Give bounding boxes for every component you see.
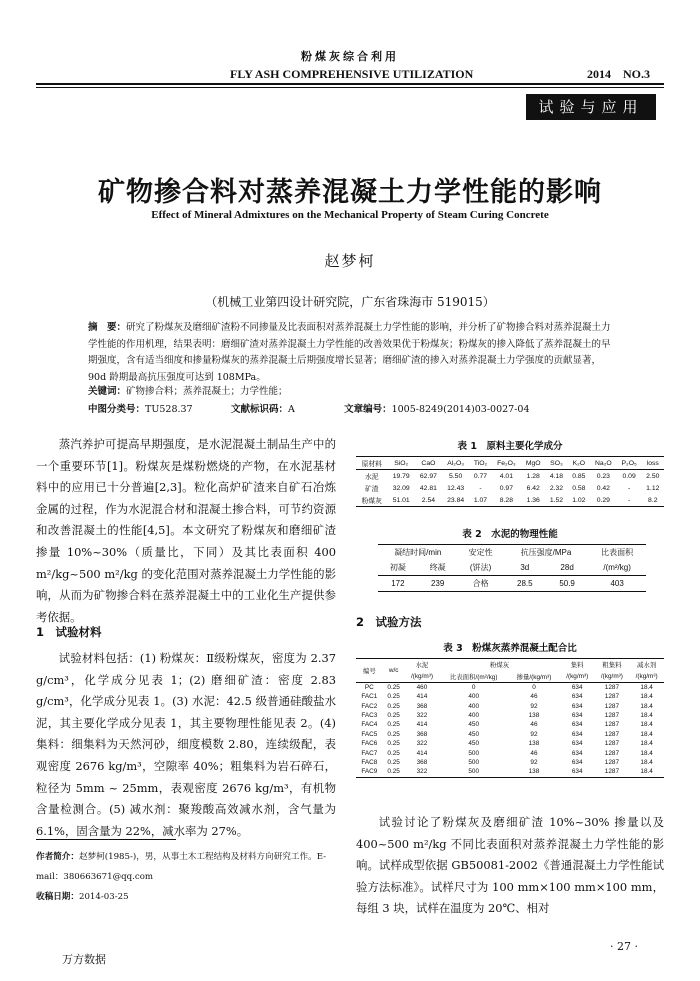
keywords — [88, 383, 288, 397]
doc-label: 文献标识码： — [231, 404, 289, 415]
table-row — [356, 702, 664, 711]
t3-cell: 0.25 — [387, 768, 400, 776]
table1-caption: 表 1 原料主要化学成分 — [457, 441, 563, 452]
t3-h-coarse: 粗集料 — [602, 662, 622, 670]
t3-cell: 634 — [571, 683, 583, 691]
t3-cell: 18.4 — [640, 730, 653, 738]
t1-cell: 32.09 — [392, 484, 410, 492]
title-en: Effect of Mineral Admixtures on the Mechanical Property of Steam Curing Concrete — [151, 209, 549, 221]
intro-paragraph: 蒸汽养护可提高早期强度，是水泥混凝土制品生产中的一个重要环节[1]。粉煤灰是煤粉燃烧的产物，在水泥基材料中的应用已十分普遍[2,3]。粒化高炉矿渣来自矿石冶炼金属的过程，作为水泥混合材和混凝土掺合料，可节约资源和改善混凝土的性能[4,5]。本文研究了粉煤灰和磨细矿渣掺量 10%~30%（质量比，下同）及其比表面积 400 m²/kg~500 m²/kg 的变化范围对蒸养混凝土力学性能的影响，从而为矿物掺合料在蒸养混凝土中的工业化生产提供参考依据。 — [36, 437, 336, 624]
section1-heading: 1 试验材料 — [36, 625, 102, 639]
footnote-author-label: 作者简介： — [36, 852, 79, 862]
t3-h-no: 编号 — [362, 667, 376, 675]
t1-cell: 0.42 — [596, 484, 610, 492]
t3-h-wr: 减水剂 — [637, 662, 657, 670]
t1-cell: 19.79 — [392, 472, 410, 480]
t2-h-stability: 安定性 — [468, 548, 493, 557]
header-rule-thin — [36, 87, 664, 88]
t3-cell: 322 — [416, 768, 428, 776]
t2-h-initial: 初凝 — [389, 563, 406, 572]
t1-cell: 0.29 — [596, 496, 610, 504]
t3-cell: 634 — [571, 768, 583, 776]
author: 赵梦柯 — [324, 252, 376, 270]
t3-cell: 634 — [571, 749, 583, 757]
section-tag: 试验与应用 — [526, 94, 656, 120]
t3-cell: 92 — [530, 702, 538, 710]
t1-cell: 6.42 — [526, 484, 540, 492]
t1-header: CaO — [421, 459, 436, 467]
t3-h-dosage: 掺量/(kg/m³) — [516, 673, 552, 681]
t1-header: 原材料 — [361, 461, 382, 468]
t3-cell: 460 — [416, 683, 428, 691]
t3-cell: FAC7 — [361, 749, 378, 757]
t1-cell: 4.01 — [499, 472, 513, 480]
table-row — [356, 711, 664, 720]
t3-cell: 0 — [471, 683, 476, 691]
t3-cell: 18.4 — [640, 693, 653, 701]
t1-cell: - — [627, 496, 631, 504]
t2-cell: 239 — [430, 579, 445, 588]
table-row — [356, 470, 664, 483]
t1-header: SiO₂ — [394, 459, 409, 467]
t3-cell: 18.4 — [640, 702, 653, 710]
table3-caption: 表 3 粉煤灰蒸养混凝土配合比 — [443, 643, 577, 654]
section2-heading: 2 试验方法 — [356, 615, 422, 629]
classification — [88, 401, 628, 415]
t1-header: loss — [646, 459, 659, 467]
footnote-date-text: 2014-03-25 — [78, 892, 129, 902]
t3-cell: 46 — [530, 693, 538, 701]
t3-cell: 450 — [468, 721, 480, 729]
t3-cell: 500 — [468, 749, 480, 757]
t3-cell: 1287 — [604, 683, 619, 691]
t3-cell: 414 — [416, 721, 428, 729]
t3-cell: 634 — [571, 758, 583, 766]
t1-cell: - — [479, 484, 482, 492]
t3-cell: 634 — [571, 693, 583, 701]
t2-h-method: (饼法) — [469, 563, 492, 572]
t1-cell: 51.01 — [392, 496, 410, 504]
t3-h-agg: 集料 — [570, 662, 584, 670]
t1-cell: 水泥 — [365, 474, 379, 481]
t3-cell: 368 — [416, 758, 428, 766]
t3-cell: 18.4 — [640, 712, 653, 720]
t3-h-flyash: 粉煤灰 — [489, 662, 510, 670]
table1 — [356, 456, 664, 507]
t3-cell: 400 — [468, 693, 480, 701]
t2-cell: 403 — [610, 579, 624, 588]
t3-cell: 18.4 — [640, 683, 653, 691]
t3-cell: 1287 — [604, 749, 619, 757]
t3-cell: 1287 — [604, 768, 619, 776]
t3-cell: 368 — [416, 702, 428, 710]
t3-cell: 414 — [416, 749, 428, 757]
method-paragraph: 试验讨论了粉煤灰及磨细矿渣 10%~30% 掺量以及 400~500 m²/kg 不同比表面积对蒸养混凝土力学性能的影响。试样成型依据 GB50081-2002《普通混凝土力学性能试验方法标准》。试样尺寸为 100 mm×100 mm×100 mm，每组 3 块，试样在温度为 20℃、相对 — [356, 815, 664, 916]
t1-header: TiO₂ — [473, 459, 488, 467]
table3-wrap — [356, 658, 664, 778]
journal-cn-name: 粉煤灰综合利用 — [301, 50, 399, 63]
t1-header: Fe₂O₃ — [497, 459, 516, 467]
t3-cell: FAC6 — [361, 740, 378, 748]
t1-cell: 1.52 — [549, 496, 564, 504]
table3 — [356, 658, 664, 778]
t3-cell: 18.4 — [640, 721, 653, 729]
t1-cell: 0.97 — [499, 484, 513, 492]
footnote-rule — [36, 839, 176, 840]
t3-cell: FAC1 — [361, 693, 378, 701]
t3-cell: 0.25 — [387, 740, 400, 748]
t3-cell: 634 — [571, 740, 583, 748]
t3-cell: 634 — [571, 712, 583, 720]
t1-header: Al₂O₃ — [447, 459, 465, 467]
title-cn: 矿物掺合料对蒸养混凝土力学性能的影响 — [98, 177, 602, 208]
t3-cell: 92 — [530, 758, 538, 766]
t2-cell: 28.5 — [517, 579, 533, 588]
t3-cell: 0.25 — [387, 712, 400, 720]
t2-h-setting: 凝结时间/min — [394, 548, 442, 557]
t3-cell: 18.4 — [640, 740, 653, 748]
t3-cell: 0.25 — [387, 721, 400, 729]
t1-cell: 0.58 — [572, 484, 586, 492]
t2-h-ssa: 比表面积 — [601, 548, 634, 557]
t3-cell: 0.25 — [387, 730, 400, 738]
footnote-date-label: 收稿日期： — [36, 892, 79, 902]
t3-cell: 414 — [416, 693, 428, 701]
t3-cell: 0.25 — [387, 702, 400, 710]
t3-cell: 0.25 — [387, 693, 400, 701]
t3-cell: 92 — [530, 730, 538, 738]
doc-value: A — [288, 404, 295, 415]
t1-cell: 0.09 — [622, 472, 636, 480]
abstract-text: 研究了粉煤灰及磨细矿渣粉不同掺量及比表面积对蒸养混凝土力学性能的影响，并分析了矿物掺合料对蒸养混凝土力学性能的作用机理，结果表明：磨细矿渣对蒸养混凝土力学性能的改善效果优于粉煤灰；粉煤灰的掺入降低了蒸养混凝土的早期强度，含有适当细度和掺量粉煤灰的蒸养混凝土后期强度增长显著；磨细矿渣的掺入对蒸养混凝土力学强度的贡献显著，90d 龄期最高抗压强度可达到 108MPa。 — [88, 322, 611, 383]
table-row — [356, 682, 664, 692]
table-row — [356, 720, 664, 729]
t2-h-final: 终凝 — [429, 563, 446, 572]
journal-issue: 2014 NO.3 — [587, 67, 650, 81]
t1-cell: 粉煤灰 — [361, 498, 382, 505]
t3-h-wc: w/c — [388, 666, 399, 674]
t3-cell: 500 — [468, 768, 480, 776]
t3-cell: 1287 — [604, 730, 619, 738]
table-row — [356, 748, 664, 757]
t1-cell: 1.28 — [526, 472, 540, 480]
table-row — [356, 482, 664, 494]
footnote-author — [36, 847, 336, 887]
t1-cell: 2.50 — [646, 472, 660, 480]
t3-cell: 1287 — [604, 712, 619, 720]
t3-h-ssa: 比表面积/(m²/kg) — [449, 673, 498, 681]
affiliation: （机械工业第四设计研究院，广东省珠海市 519015） — [205, 295, 495, 309]
t3-cell: 400 — [468, 702, 480, 710]
t3-cell: FAC8 — [361, 758, 378, 766]
journal-en-name: FLY ASH COMPREHENSIVE UTILIZATION — [230, 67, 474, 81]
t2-h-strength: 抗压强度/MPa — [520, 548, 572, 557]
t3-cell: 18.4 — [640, 758, 653, 766]
watermark: 万方数据 — [62, 953, 106, 966]
table-row — [356, 692, 664, 701]
footnote-date — [36, 887, 336, 907]
t3-h-unit: /(kg/m³) — [566, 672, 589, 680]
t1-cell: 0.23 — [596, 472, 610, 480]
clc-value: TU528.37 — [145, 404, 193, 415]
table2-wrap — [378, 544, 646, 592]
t2-cell: 50.9 — [559, 579, 575, 588]
section2-heading-wrap — [356, 614, 664, 630]
header-rule — [36, 83, 664, 85]
table1-wrap — [356, 456, 664, 507]
t3-cell: FAC9 — [361, 768, 378, 776]
t1-cell: 0.77 — [473, 472, 488, 480]
t3-cell: 1287 — [604, 693, 619, 701]
t3-h-cement: 水泥 — [415, 662, 429, 670]
keywords-label: 关键词： — [88, 386, 127, 397]
art-label: 文章编号： — [344, 404, 392, 415]
t1-cell: 4.18 — [549, 472, 564, 480]
footnote-author-text: 赵梦柯(1985-)，男，从事土木工程结构及材料方向研究工作。E-mail：380663671@qq.com — [36, 852, 327, 882]
t3-cell: FAC2 — [361, 702, 378, 710]
t1-header: SO₃ — [550, 459, 563, 467]
t3-h-unit: /(kg/m³) — [600, 672, 623, 680]
table2-caption: 表 2 水泥的物理性能 — [462, 529, 558, 540]
t3-cell: 46 — [530, 749, 538, 757]
t3-cell: 368 — [416, 730, 428, 738]
t3-cell: 450 — [468, 730, 480, 738]
t3-cell: FAC3 — [361, 712, 378, 720]
t1-cell: 1.12 — [646, 484, 660, 492]
keywords-text: 矿物掺合料；蒸养混凝土；力学性能； — [126, 386, 288, 397]
t1-cell: 0.85 — [572, 472, 586, 480]
section1-paragraph: 试验材料包括：(1) 粉煤灰：Ⅱ级粉煤灰，密度为 2.37 g/cm³，化学成分见表 1；(2) 磨细矿渣：密度 2.83 g/cm³，化学成分见表 1。(3) 水泥：42.5 级普通硅酸盐水泥，其主要化学成分见表 1，其主要物理性能见表 2。(4) 集料：细集料为天然河砂，细度模数 2.80，连续级配，表观密度 2676 kg/m³，空隙率 40%；粗集料为岩石碎石，粒径为 5mm ~ 25mm，表观密度 2676 kg/m³，有机物含量检测合。(5) 减水剂：聚羧酸高效减水剂，含气量为 6.1%，固含量为 22%，减水率为 27%。 — [36, 651, 336, 838]
t3-cell: 138 — [528, 740, 540, 748]
table-row — [356, 767, 664, 777]
t3-cell: 1287 — [604, 758, 619, 766]
t3-cell: 46 — [530, 721, 538, 729]
t1-cell: 23.84 — [447, 496, 465, 504]
t3-cell: 1287 — [604, 740, 619, 748]
table-row — [356, 494, 664, 507]
t3-cell: 0.25 — [387, 683, 400, 691]
t3-cell: 18.4 — [640, 749, 653, 757]
t1-cell: 2.32 — [549, 484, 564, 492]
abstract-label: 摘 要： — [88, 322, 127, 333]
t3-cell: FAC5 — [361, 730, 378, 738]
page-number: · 27 · — [610, 940, 638, 953]
t1-header: MgO — [525, 459, 541, 467]
table2 — [378, 544, 646, 592]
t3-cell: 500 — [468, 758, 480, 766]
t3-cell: PC — [364, 683, 374, 691]
t3-cell: 138 — [528, 712, 540, 720]
t2-h-28d: 28d — [560, 563, 574, 572]
t3-cell: 634 — [571, 730, 583, 738]
t1-cell: - — [627, 484, 631, 492]
t3-cell: 18.4 — [640, 768, 653, 776]
t2-cell: 合格 — [472, 579, 489, 588]
t3-cell: 450 — [468, 740, 480, 748]
t3-cell: FAC4 — [361, 721, 378, 729]
t3-cell: 1287 — [604, 702, 619, 710]
t1-cell: 1.07 — [473, 496, 488, 504]
t1-cell: 8.28 — [499, 496, 513, 504]
table-row — [356, 739, 664, 748]
abstract — [88, 320, 616, 386]
art-value: 1005-8249(2014)03-0027-04 — [391, 404, 530, 415]
clc-label: 中图分类号： — [88, 404, 146, 415]
t2-cell: 172 — [391, 579, 405, 588]
t3-h-cement-unit: /(kg/m³) — [410, 672, 433, 680]
t1-cell: 1.02 — [572, 496, 586, 504]
t3-cell: 0.25 — [387, 758, 400, 766]
t3-cell: 1287 — [604, 721, 619, 729]
t1-cell: 12.43 — [447, 484, 465, 492]
t3-cell: 322 — [416, 740, 428, 748]
t1-cell: 62.97 — [419, 472, 437, 480]
t1-header: K₂O — [572, 459, 586, 467]
t3-cell: 400 — [468, 712, 480, 720]
t2-h-ssa-unit: /(m²/kg) — [603, 563, 631, 572]
t3-cell: 634 — [571, 721, 583, 729]
section1-heading-wrap — [36, 624, 336, 640]
t1-cell: 42.81 — [419, 484, 437, 492]
t3-cell: 0 — [532, 683, 536, 691]
t3-cell: 138 — [528, 768, 540, 776]
table-row — [356, 758, 664, 767]
t3-cell: 634 — [571, 702, 583, 710]
t2-h-3d: 3d — [520, 563, 530, 572]
t1-header: Na₂O — [595, 459, 612, 467]
t3-cell: 322 — [416, 712, 428, 720]
table-row — [356, 730, 664, 739]
t1-cell: 2.54 — [421, 496, 436, 504]
t1-cell: 8.2 — [648, 496, 658, 504]
t1-cell: 矿渣 — [365, 486, 379, 493]
t3-cell: 0.25 — [387, 749, 400, 757]
t1-cell: 5.50 — [449, 472, 463, 480]
t3-h-unit: /(kg/m³) — [635, 672, 658, 680]
t1-header: P₂O₅ — [621, 459, 637, 467]
t1-cell: 1.36 — [526, 496, 540, 504]
